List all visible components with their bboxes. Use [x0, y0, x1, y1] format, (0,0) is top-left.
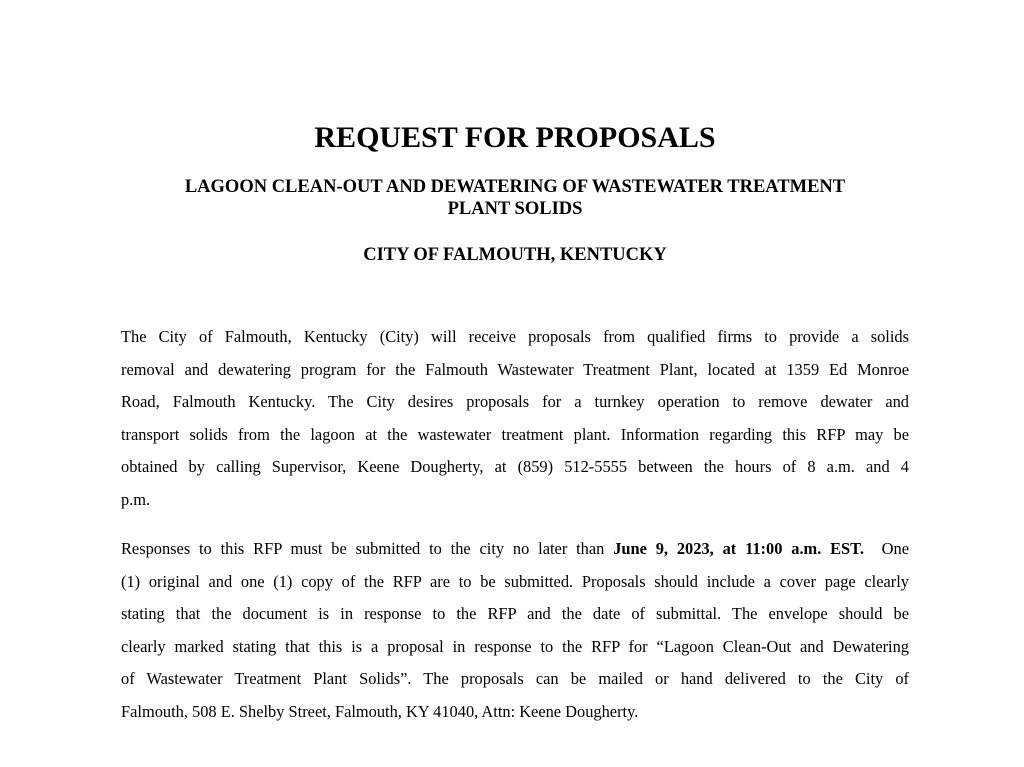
- paragraph-line: (1) original and one (1) copy of the RFP are to be submitted. Proposals should include a cover page clearly: [121, 571, 909, 591]
- subtitle-line-2: PLANT SOLIDS: [447, 199, 583, 219]
- paragraph-line: transport solids from the lagoon at the wastewater treatment plant. Information regarding this RFP may be: [121, 424, 909, 444]
- paragraph-line: Road, Falmouth Kentucky. The City desires proposals for a turnkey operation to remove dewater and: [121, 392, 909, 412]
- subtitle-line-1: LAGOON CLEAN-OUT AND DEWATERING OF WASTEWATER TREATMENT: [184, 177, 846, 197]
- city-heading: CITY OF FALMOUTH, KENTUCKY: [363, 245, 667, 265]
- paragraph-line: Falmouth, 508 E. Shelby Street, Falmouth, KY 41040, Attn: Keene Dougherty.: [121, 701, 639, 721]
- paragraph-line-deadline: [121, 533, 909, 566]
- paragraph-proposal-intro: [121, 321, 909, 517]
- deadline-trailing-text: One: [864, 539, 909, 558]
- paragraph-line: p.m.: [121, 489, 151, 509]
- paragraph-line: removal and dewatering program for the Falmouth Wastewater Treatment Plant, located at 1359 Ed Monroe: [121, 359, 909, 379]
- paragraph-line: clearly marked stating that this is a proposal in response to the RFP for “Lagoon Clean-Out and Dewatering: [121, 636, 909, 656]
- paragraph-line: obtained by calling Supervisor, Keene Dougherty, at (859) 512-5555 between the hours of 8 a.m. and 4: [121, 457, 909, 477]
- paragraph-submission-instructions: [121, 533, 909, 729]
- deadline-lead-text: Responses to this RFP must be submitted to the city no later than: [121, 539, 614, 558]
- paragraph-line: stating that the document is in response to the RFP and the date of submittal. The envelope should be: [121, 604, 909, 624]
- deadline-date: June 9, 2023, at 11:00 a.m. EST.: [613, 539, 864, 558]
- paragraph-line: The City of Falmouth, Kentucky (City) will receive proposals from qualified firms to provide a solids: [121, 327, 909, 346]
- paragraph-line: of Wastewater Treatment Plant Solids”. The proposals can be mailed or hand delivered to the City of: [121, 669, 909, 689]
- document-subtitle: [0, 176, 1024, 220]
- document-title: REQUEST FOR PROPOSALS: [314, 121, 716, 154]
